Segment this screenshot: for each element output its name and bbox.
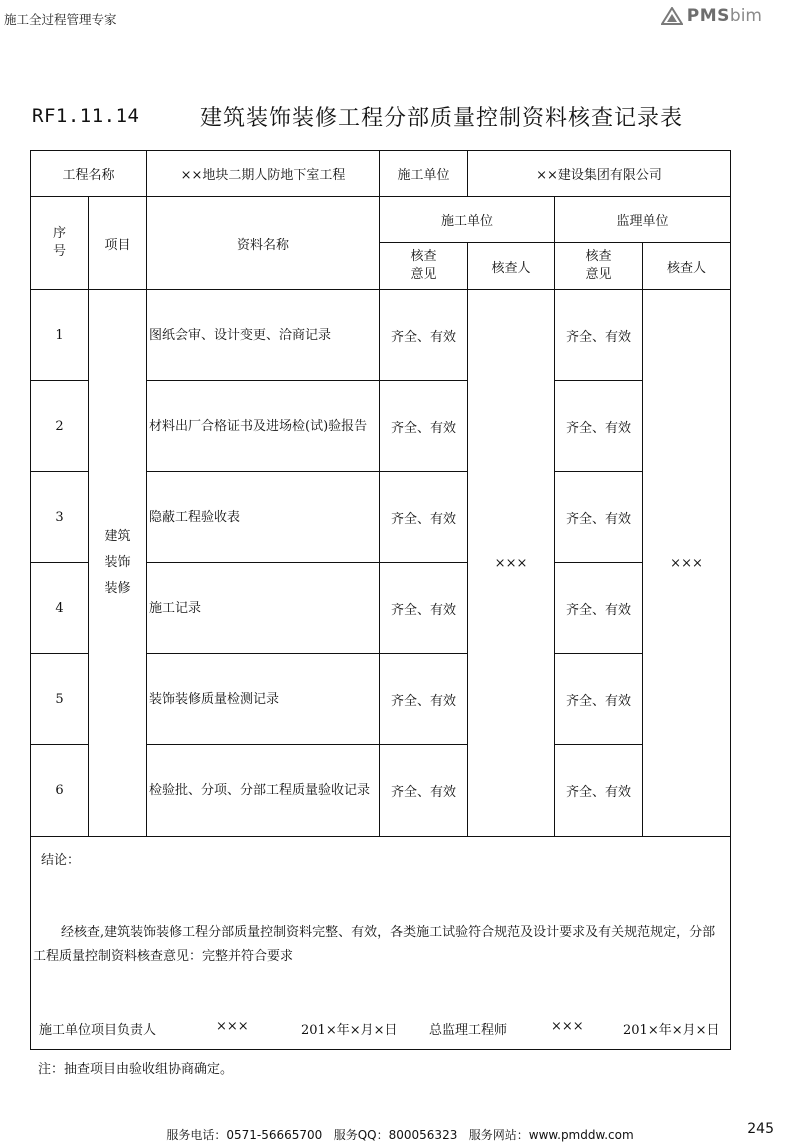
triangle-logo-icon [661,7,683,25]
supervisor-opinion-header [555,243,643,290]
seq-header-line2: 号 [52,244,66,259]
document-name: 图纸会审、设计变更、洽商记录 [147,290,380,381]
signature-row [39,1019,723,1039]
form-name: 建筑装饰装修工程分部质量控制资料核查记录表 [200,105,684,131]
row-number: 5 [31,654,89,745]
conclusion-label: 结论： [41,853,81,868]
contractor-checker: ××× [468,290,555,837]
supervisor-opinion: 齐全、有效 [555,745,643,837]
contractor-opinion: 齐全、有效 [380,381,468,472]
item-name-cell [89,290,147,837]
conclusion-cell [31,837,731,1050]
project-info-row [31,151,731,197]
row-number: 1 [31,290,89,381]
item-name-line3: 装修 [104,581,131,596]
form-code: RF1.11.14 [32,105,140,127]
supervisor-checker: ××× [643,290,731,837]
item-header: 项目 [89,197,147,290]
contractor-opinion: 齐全、有效 [380,745,468,837]
contractor-unit-header: 施工单位 [380,197,555,243]
opinion-header-line1: 核查 [410,249,437,264]
chief-supervisor-name: ××× [551,1019,584,1034]
supervisor-opinion: 齐全、有效 [555,654,643,745]
item-name-line2: 装饰 [104,555,131,570]
contractor-opinion: 齐全、有效 [380,563,468,654]
contractor-opinion: 齐全、有效 [380,472,468,563]
document-name: 检验批、分项、分部工程质量验收记录 [147,745,380,837]
row-number: 4 [31,563,89,654]
contractor-value: ××建设集团有限公司 [468,151,731,197]
conclusion-row [31,837,731,1050]
contractor-opinion-header [380,243,468,290]
opinion-header-line1: 核查 [585,249,612,264]
seq-header-line1: 序 [52,226,66,241]
chief-supervisor-label: 总监理工程师 [429,1023,508,1038]
project-name-label: 工程名称 [31,151,147,197]
supervisor-opinion: 齐全、有效 [555,381,643,472]
pmsbim-logo [661,6,762,26]
row-number: 6 [31,745,89,837]
supervisor-opinion: 齐全、有效 [555,472,643,563]
row-number: 2 [31,381,89,472]
supervisor-opinion: 齐全、有效 [555,563,643,654]
document-name: 隐蔽工程验收表 [147,472,380,563]
supervisor-sign-date: 201×年×月×日 [623,1023,720,1038]
page-number: 245 [747,1121,774,1137]
header-tagline: 施工全过程管理专家 [4,12,117,27]
contractor-manager-name: ××× [216,1019,249,1034]
contractor-opinion: 齐全、有效 [380,290,468,381]
row-number: 3 [31,472,89,563]
quality-check-table [30,150,731,1050]
footnote: 注：抽查项目由验收组协商确定。 [38,1062,234,1077]
opinion-header-line2: 意见 [410,267,437,282]
service-contact-footer: 服务电话：0571-56665700 服务QQ：800056323 服务网站：www.pmddw.com [166,1128,634,1142]
docname-header: 资料名称 [147,197,380,290]
contractor-checker-header: 核查人 [468,243,555,290]
contractor-opinion: 齐全、有效 [380,654,468,745]
document-name: 装饰装修质量检测记录 [147,654,380,745]
supervisor-checker-header: 核查人 [643,243,731,290]
logo-pms-text: PMS [686,6,730,26]
document-name: 施工记录 [147,563,380,654]
project-name-value: ××地块二期人防地下室工程 [147,151,380,197]
conclusion-text: 经核查,建筑装饰装修工程分部质量控制资料完整、有效，各类施工试验符合规范及设计要求及有关规范规定，分部工程质量控制资料核查意见：完整并符合要求 [33,925,716,964]
item-name-line1: 建筑 [104,529,131,544]
opinion-header-line2: 意见 [585,267,612,282]
document-name: 材料出厂合格证书及进场检(试)验报告 [147,381,380,472]
contractor-sign-date: 201×年×月×日 [301,1023,398,1038]
document-title [32,98,772,134]
logo-bim-text: bim [729,6,762,26]
supervisor-unit-header: 监理单位 [555,197,731,243]
header-row-1 [31,197,731,243]
contractor-label: 施工单位 [380,151,468,197]
contractor-manager-label: 施工单位项目负责人 [39,1023,157,1038]
supervisor-opinion: 齐全、有效 [555,290,643,381]
seq-header [31,197,89,290]
table-row [31,290,731,381]
